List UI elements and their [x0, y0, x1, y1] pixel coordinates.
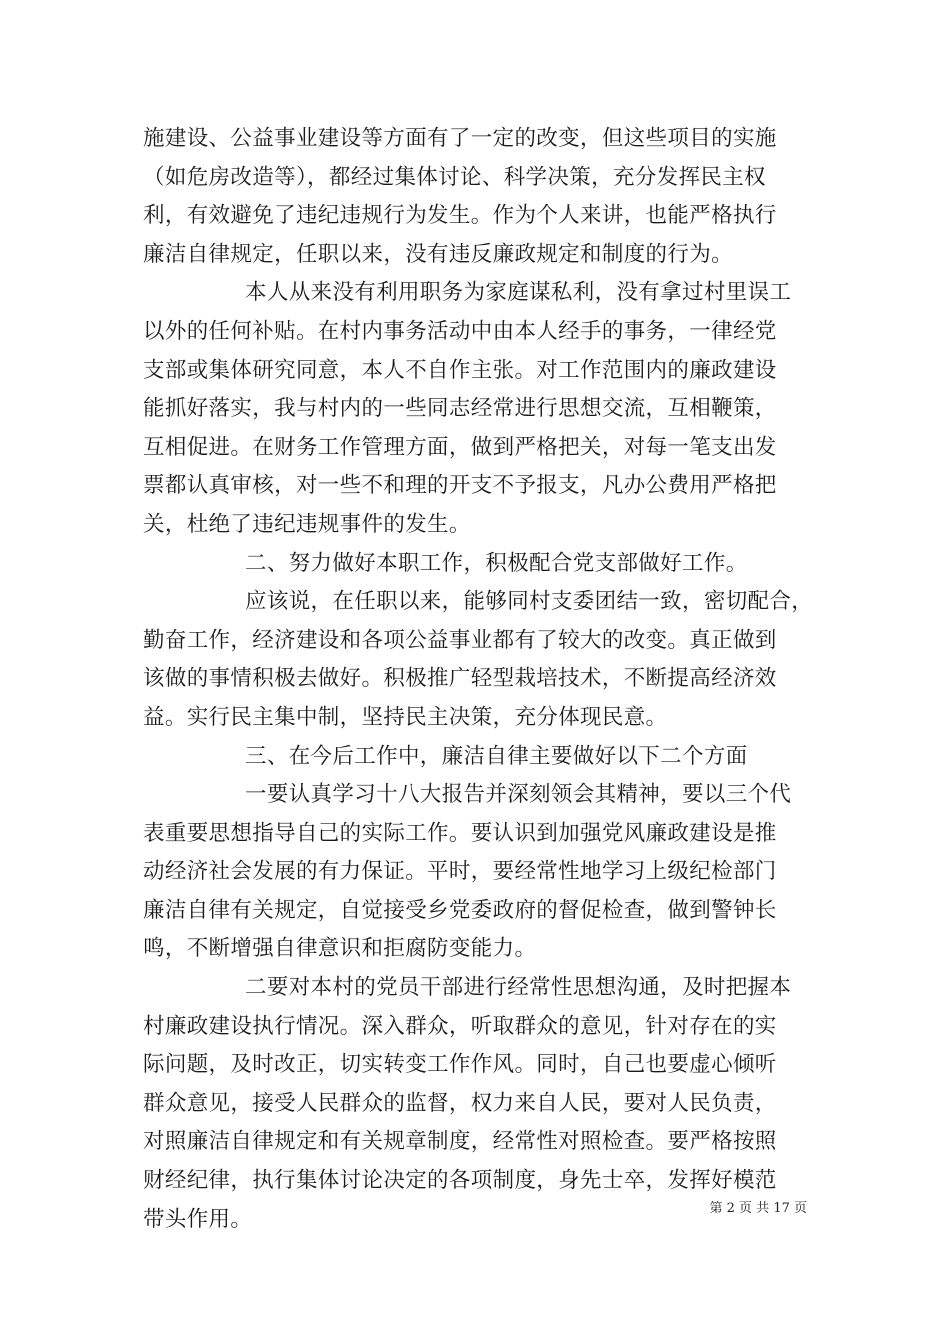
text-line: 带头作用。 — [143, 1206, 253, 1232]
text-line: 施建设、公益事业建设等方面有了一定的改变，但这些项目的实施 — [143, 126, 777, 151]
text-line: 本人从来没有利用职务为家庭谋私利，没有拿过村里误工 — [245, 280, 792, 306]
text-line: 二、努力做好本职工作，积极配合党支部做好工作。 — [245, 550, 748, 576]
text-line: 鸣，不断增强自律意识和拒腐防变能力。 — [143, 936, 537, 962]
text-line: 支部或集体研究同意，本人不自作主张。对工作范围内的廉政建设 — [143, 357, 777, 383]
text-line: 群众意见，接受人民群众的监督，权力来自人民，要对人民负责， — [143, 1090, 777, 1116]
text-line: 表重要思想指导自己的实际工作。要认识到加强党风廉政建设是推 — [143, 820, 777, 846]
text-line: 二要对本村的党员干部进行经常性思想沟通，及时把握本 — [245, 975, 792, 1001]
text-line: 廉洁自律规定，任职以来，没有违反廉政规定和制度的行为。 — [143, 241, 733, 267]
text-line: 利，有效避免了违纪违规行为发生。作为个人来讲，也能严格执行 — [143, 203, 777, 229]
text-line: 该做的事情积极去做好。积极推广轻型栽培技术，不断提高经济效 — [143, 666, 777, 692]
text-line: 益。实行民主集中制，坚持民主决策，充分体现民意。 — [143, 704, 668, 730]
body-text — [143, 120, 814, 1239]
text-line: 勤奋工作，经济建设和各项公益事业都有了较大的改变。真正做到 — [143, 627, 777, 653]
text-line: 对照廉洁自律规定和有关规章制度，经常性对照检查。要严格按照 — [143, 1129, 777, 1155]
text-line: 三、在今后工作中，廉洁自律主要做好以下二个方面 — [245, 743, 748, 769]
text-line: 财经纪律，执行集体讨论决定的各项制度，身先士卒，发挥好模范 — [143, 1168, 777, 1194]
text-line: 村廉政建设执行情况。深入群众，听取群众的意见，针对存在的实 — [143, 1013, 777, 1039]
text-line: 关，杜绝了违纪违规事件的发生。 — [143, 511, 471, 537]
text-line: 互相促进。在财务工作管理方面，做到严格把关，对每一笔支出发 — [143, 434, 777, 460]
text-line: 廉洁自律有关规定，自觉接受乡党委政府的督促检查，做到警钟长 — [143, 897, 777, 923]
text-line: 票都认真审核，对一些不和理的开支不予报支，凡办公费用严格把 — [143, 473, 777, 499]
text-line: 能抓好落实，我与村内的一些同志经常进行思想交流，互相鞭策， — [143, 396, 777, 422]
page-footer — [710, 1200, 807, 1218]
text-line: 以外的任何补贴。在村内事务活动中由本人经手的事务，一律经党 — [143, 318, 777, 344]
text-line: 应该说，在任职以来，能够同村支委团结一致，密切配合， — [245, 589, 814, 615]
text-line: （如危房改造等），都经过集体讨论、科学决策，充分发挥民主权 — [143, 164, 766, 190]
page-number-label: 第 2 页 共 17 页 — [709, 1201, 807, 1216]
text-line: 一要认真学习十八大报告并深刻领会其精神，要以三个代 — [245, 782, 792, 808]
text-line: 际问题，及时改正，切实转变工作作风。同时，自己也要虚心倾听 — [143, 1052, 777, 1078]
text-line: 动经济社会发展的有力保证。平时，要经常性地学习上级纪检部门 — [143, 859, 777, 885]
